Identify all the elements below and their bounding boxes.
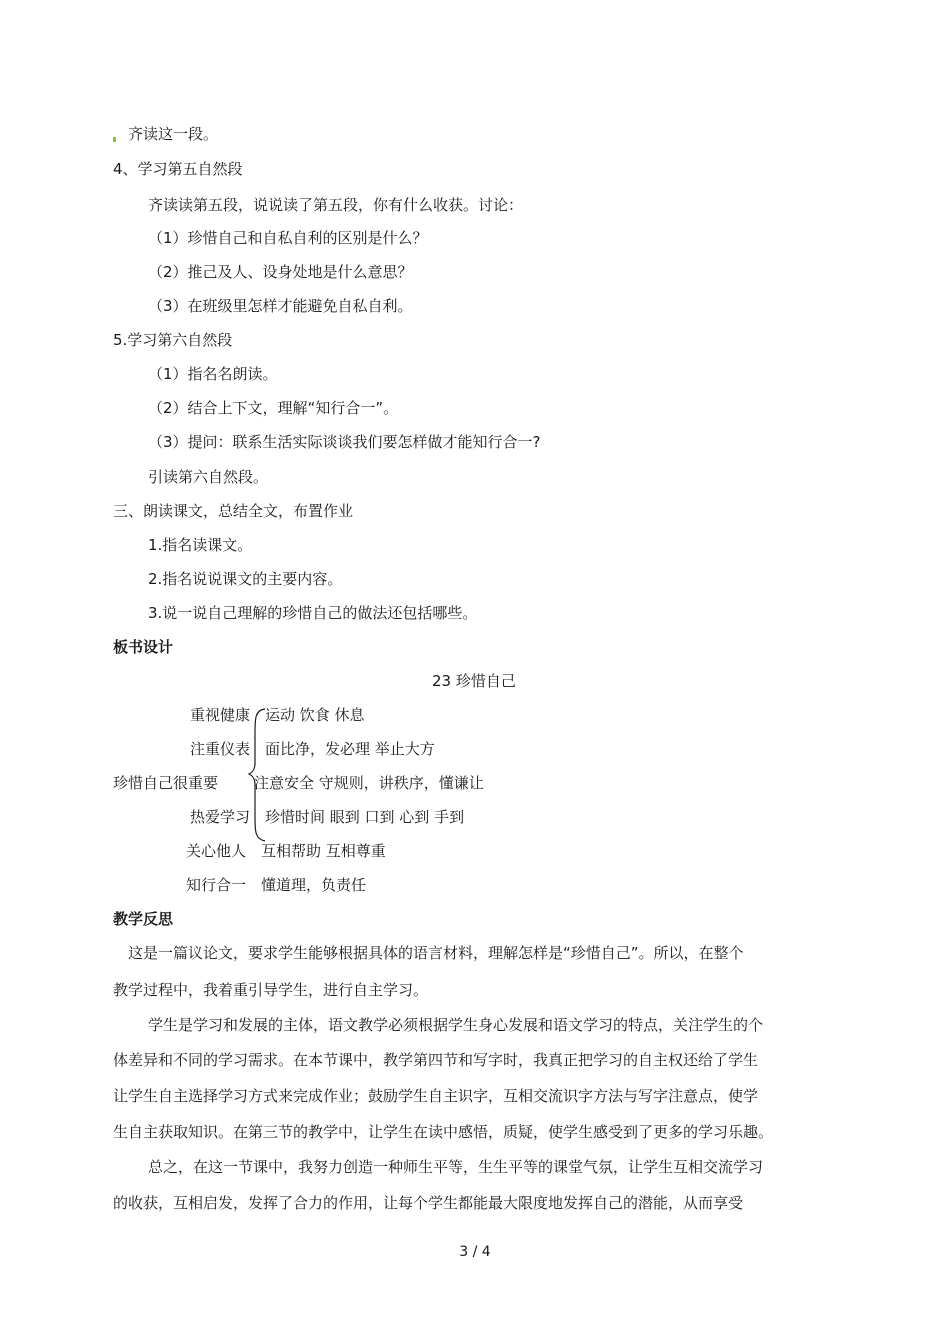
paragraph-line: 学生是学习和发展的主体，语文教学必须根据学生身心发展和语文学习的特点，关注学生的个: [148, 1016, 764, 1034]
board-left-item: 注重仪表: [190, 740, 251, 758]
bullet-marker: [113, 137, 116, 142]
board-right-item: 珍惜时间 眼到 口到 心到 手到: [265, 808, 465, 826]
board-left-item: 重视健康: [190, 706, 251, 724]
paragraph-line: 让学生自主选择学习方式来完成作业；鼓励学生自主识字，互相交流识字方法与写字注意点，使学: [113, 1087, 759, 1105]
paragraph-line: 体差异和不同的学习需求。在本节课中，教学第四节和写字时，我真正把学习的自主权还给了学生: [113, 1051, 759, 1069]
board-design-heading: 板书设计: [113, 638, 174, 656]
board-right-item: 注意安全 守规则，讲秩序，懂谦让: [254, 774, 484, 792]
reflection-heading: 教学反思: [113, 910, 174, 928]
list-item: （3）提问：联系生活实际谈谈我们要怎样做才能知行合一?: [148, 433, 541, 451]
board-left-item: 热爱学习: [190, 808, 251, 826]
curly-brace-icon: [248, 705, 268, 845]
list-item: （2）结合上下文，理解“知行合一”。: [148, 399, 399, 417]
section-heading: 三、朗读课文，总结全文，布置作业: [113, 502, 354, 520]
paragraph-line: 的收获，互相启发，发挥了合力的作用，让每个学生都能最大限度地发挥自己的潜能，从而享受: [113, 1194, 744, 1212]
board-right-item: 运动 饮食 休息: [265, 706, 365, 724]
list-item: 3.说一说自己理解的珍惜自己的做法还包括哪些。: [148, 604, 478, 622]
board-right-item: 互相帮助 互相尊重: [261, 842, 386, 860]
list-item: （2）推己及人、设身处地是什么意思？: [148, 263, 413, 281]
paragraph-line: 这是一篇议论文，要求学生能够根据具体的语言材料，理解怎样是“珍惜自己”。所以，在整个: [128, 944, 744, 962]
section-heading: 5.学习第六自然段: [113, 331, 233, 349]
board-root: 珍惜自己很重要: [113, 774, 219, 792]
paragraph-line: 生自主获取知识。在第三节的教学中，让学生在读中感悟，质疑，使学生感受到了更多的学习乐趣。: [113, 1123, 774, 1141]
board-left-item: 知行合一: [186, 876, 247, 894]
board-left-item: 关心他人: [186, 842, 247, 860]
page-number: 3 / 4: [459, 1244, 491, 1260]
text-line: 齐读读第五段，说说读了第五段，你有什么收获。讨论：: [148, 196, 524, 214]
list-item: 1.指名读课文。: [148, 536, 253, 554]
board-right-item: 懂道理，负责任: [261, 876, 367, 894]
section-heading: 4、学习第五自然段: [113, 160, 243, 178]
paragraph-line: 教学过程中，我着重引导学生，进行自主学习。: [113, 981, 429, 999]
list-item: 2.指名说说课文的主要内容。: [148, 570, 343, 588]
board-right-item: 面比净，发必理 举止大方: [265, 740, 435, 758]
list-item: （1）珍惜自己和自私自利的区别是什么？: [148, 229, 428, 247]
list-item: （1）指名名朗读。: [148, 365, 278, 383]
text-line: 引读第六自然段。: [148, 468, 269, 486]
text-line: 齐读这一段。: [128, 125, 219, 143]
board-title: 23 珍惜自己: [432, 672, 516, 690]
list-item: （3）在班级里怎样才能避免自私自利。: [148, 297, 413, 315]
paragraph-line: 总之，在这一节课中，我努力创造一种师生平等，生生平等的课堂气氛，让学生互相交流学习: [148, 1158, 764, 1176]
